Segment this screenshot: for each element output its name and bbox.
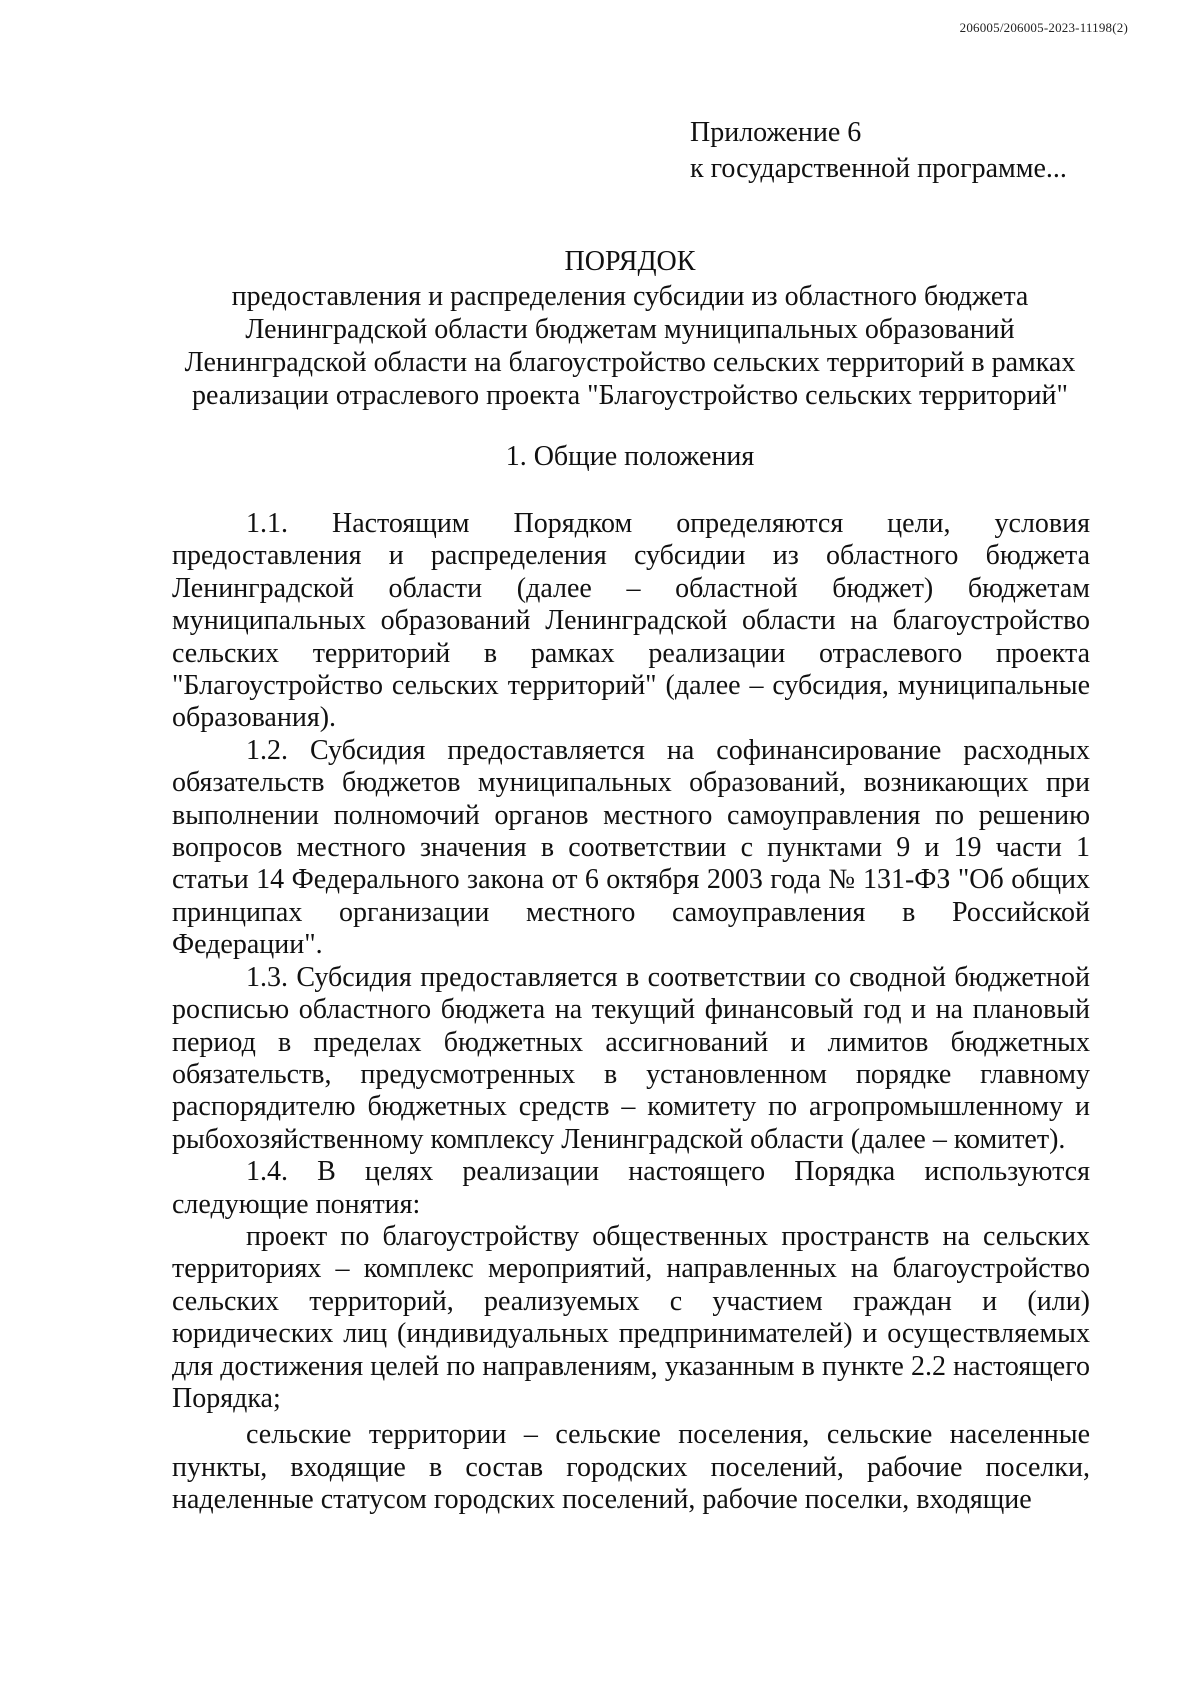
paragraph-1-4: 1.4. В целях реализации настоящего Порядка используются следующие понятия: (172, 1156, 1090, 1220)
paragraph-1-2: 1.2. Субсидия предоставляется на софинансирование расходных обязательств бюджетов муниципальных образований, возникающих при выполнении полномочий органов местного самоуправления по решению вопросов местного значения в соответствии с пунктами 9 и 19 части 1 статьи 14 Федерального закона от 6 октября 2003 года № 131-ФЗ "Об общих принципах организации местного самоуправления в Российской Федерации". (172, 734, 1090, 961)
title-main: ПОРЯДОК (564, 246, 696, 277)
definition-rural-territories: сельские территории – сельские поселения, сельские населенные пункты, входящие в состав городских поселений, рабочие поселки, наделенные статусом городских поселений, рабочие поселки, входящие (172, 1419, 1090, 1516)
title-line-3: Ленинградской области на благоустройство сельских территорий в рамках (184, 347, 1076, 378)
appendix-reference (690, 115, 1067, 187)
document-id: 206005/206005-2023-11198(2) (959, 20, 1128, 35)
appendix-program: к государственной программе... (690, 153, 1067, 184)
paragraph-1-1: 1.1. Настоящим Порядком определяются цели, условия предоставления и распределения субсидии из областного бюджета Ленинградской области (далее – областной бюджет) бюджетам муниципальных образований Ленинградской области на благоустройство сельских территорий в рамках реализации отраслевого проекта "Благоустройство сельских территорий" (далее – субсидия, муниципальные образования). (172, 508, 1090, 734)
definition-project: проект по благоустройству общественных пространств на сельских территориях – комплекс мероприятий, направленных на благоустройство сельских территорий, реализуемых с участием граждан и (или) юридических лиц (индивидуальных предпринимателей) и осуществляемых для достижения целей по направлениям, указанным в пункте 2.2 настоящего Порядка; (172, 1220, 1090, 1414)
title-line-2: Ленинградской области бюджетам муниципальных образований (245, 314, 1015, 345)
section-body (172, 508, 1090, 1517)
section-heading: 1. Общие положения (505, 441, 755, 472)
appendix-number: Приложение 6 (690, 117, 862, 148)
title-line-1: предоставления и распределения субсидии из областного бюджета (231, 281, 1029, 312)
document-title (170, 245, 1090, 412)
paragraph-1-3: 1.3. Субсидия предоставляется в соответствии со сводной бюджетной росписью областного бюджета на текущий финансовый год и на плановый период в пределах бюджетных ассигнований и лимитов бюджетных обязательств, предусмотренных в установленном порядке главному распорядителю бюджетных средств – комитету по агропромышленному и рыбохозяйственному комплексу Ленинградской области (далее – комитет). (172, 961, 1090, 1155)
title-line-4: реализации отраслевого проекта "Благоустройство сельских территорий" (192, 380, 1068, 411)
